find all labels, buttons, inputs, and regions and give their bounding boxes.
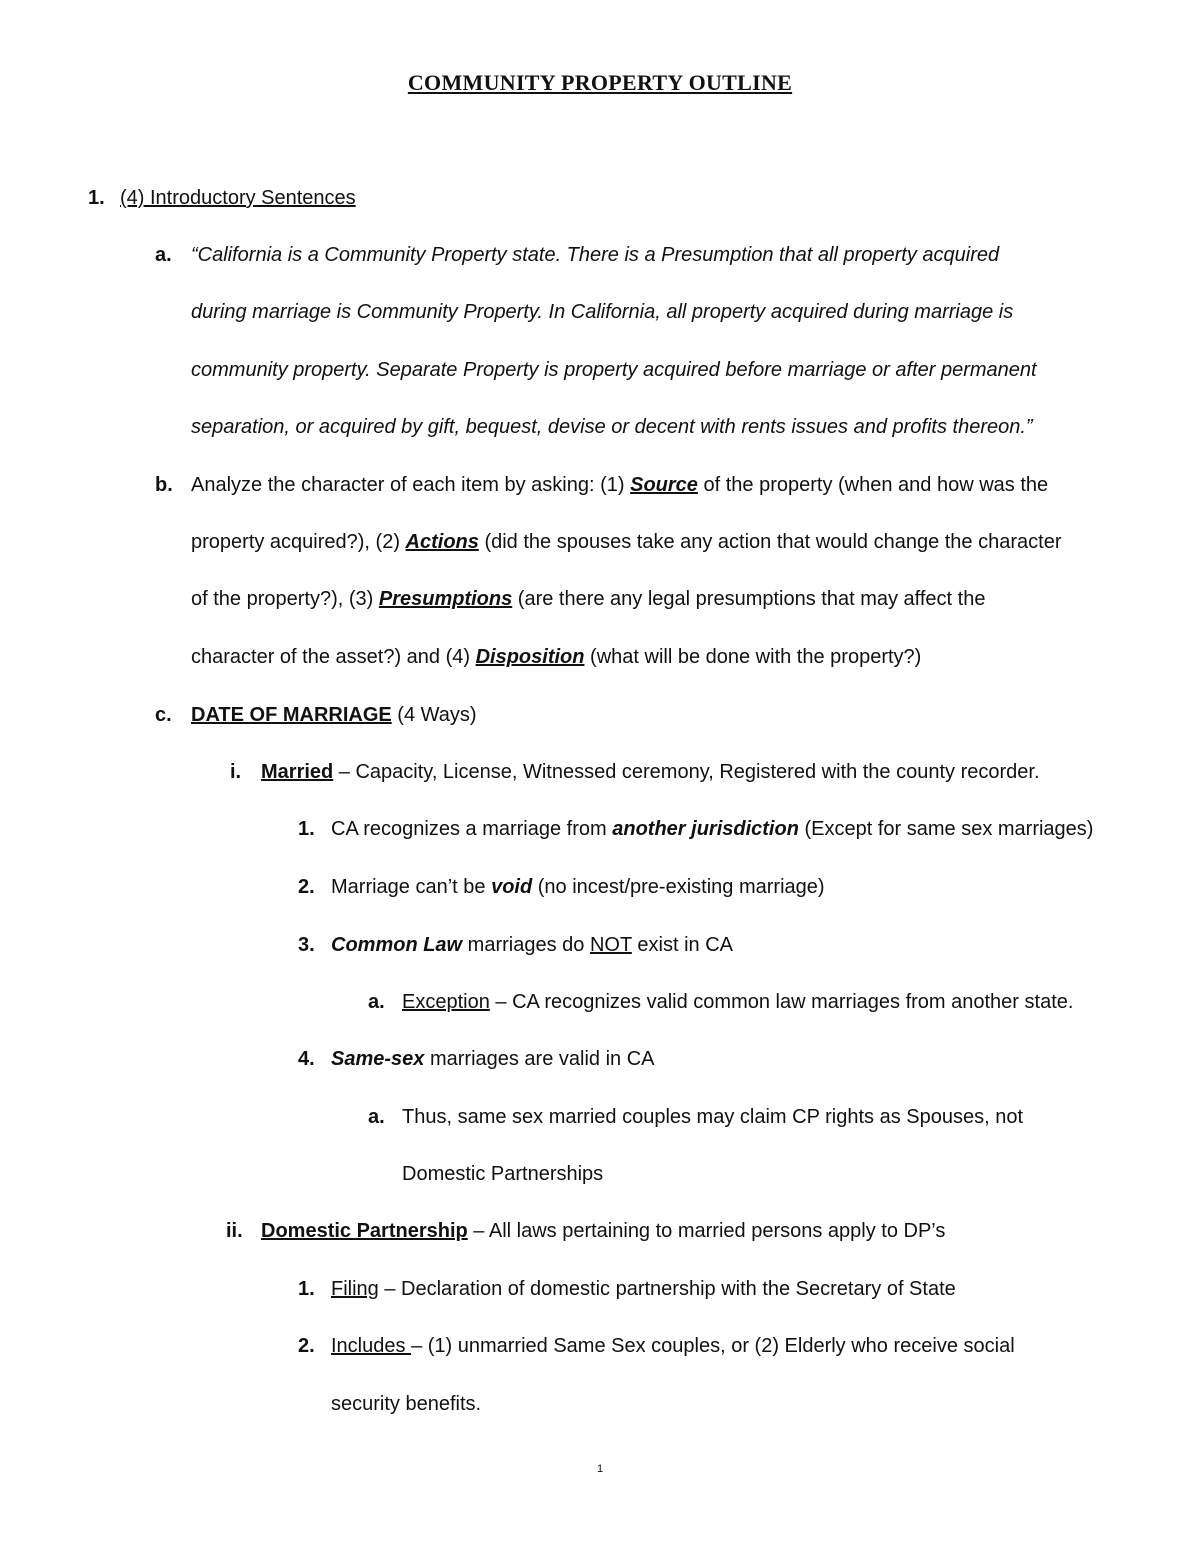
analyze-text: property acquired?), (2) (191, 531, 406, 553)
term-exception: Exception (402, 991, 490, 1013)
term-domestic-partnership: Domestic Partnership (261, 1220, 468, 1242)
term-includes: Includes (331, 1335, 412, 1357)
point-text: – Declaration of domestic partnership with the Secretary of State (378, 1278, 956, 1300)
married-1-marker: 1. (298, 818, 315, 840)
married-point-4 (331, 1044, 655, 1074)
section-1-marker: 1. (88, 187, 105, 209)
point-text: CA recognizes a marriage from (331, 818, 613, 840)
date-of-marriage-heading (191, 700, 477, 730)
date-of-marriage-note: (4 Ways) (391, 704, 477, 726)
dp-1-marker: 1. (298, 1278, 315, 1300)
point-text: – (1) unmarried Same Sex couples, or (2) Elderly who receive social (411, 1335, 1015, 1357)
analyze-text: (what will be done with the property?) (584, 646, 922, 668)
term-presumptions: Presumptions (378, 588, 513, 610)
term-common-law: Common Law (331, 934, 463, 956)
intro-quote-line-3: community property. Separate Property is property acquired before marriage or after permanent (191, 359, 1037, 381)
point-text: Marriage can’t be (331, 876, 492, 898)
intro-quote-line-4: separation, or acquired by gift, bequest, devise or decent with rents issues and profits thereon.” (191, 416, 1033, 438)
item-ii-marker: ii. (226, 1220, 243, 1242)
item-a-marker: a. (155, 244, 172, 266)
dp-point-2-line-2: security benefits. (331, 1393, 482, 1415)
point-text: (Except for same sex marriages) (798, 818, 1094, 840)
term-source: Source (630, 474, 698, 496)
exception-marker: a. (368, 991, 385, 1013)
analyze-text: character of the asset?) and (4) (191, 646, 476, 668)
analyze-line-1 (191, 470, 1048, 500)
item-b-marker: b. (155, 474, 173, 496)
married-4-marker: 4. (298, 1048, 315, 1070)
section-1-heading: (4) Introductory Sentences (120, 187, 356, 209)
item-i-marker: i. (230, 761, 242, 783)
analyze-line-3 (191, 584, 985, 614)
same-sex-note-line-1: Thus, same sex married couples may claim CP rights as Spouses, not (402, 1106, 1023, 1128)
analyze-line-2 (191, 527, 1061, 557)
intro-quote-line-2: during marriage is Community Property. In California, all property acquired during marriage is (191, 301, 1014, 323)
term-void: void (491, 876, 533, 898)
term-actions: Actions (405, 531, 479, 553)
intro-quote-line-1: “California is a Community Property state. There is a Presumption that all property acquired (191, 244, 1000, 266)
point-text: (no incest/pre-existing marriage) (532, 876, 825, 898)
term-married: Married (261, 761, 334, 783)
domestic-partnership-line (261, 1216, 945, 1246)
exception-line (402, 987, 1073, 1017)
same-sex-note-line-2: Domestic Partnerships (402, 1163, 604, 1185)
analyze-line-4 (191, 642, 921, 672)
same-sex-a-marker: a. (368, 1106, 385, 1128)
page-number: 1 (596, 1463, 604, 1475)
dp-2-marker: 2. (298, 1335, 315, 1357)
domestic-partnership-text: – All laws pertaining to married persons apply to DP’s (467, 1220, 946, 1242)
married-point-1 (331, 814, 1093, 844)
term-same-sex: Same-sex (331, 1048, 425, 1070)
item-c-marker: c. (155, 704, 172, 726)
point-text: marriages are valid in CA (424, 1048, 655, 1070)
point-text: marriages do (462, 934, 590, 956)
married-2-marker: 2. (298, 876, 315, 898)
term-filing: Filing (331, 1278, 379, 1300)
term-disposition: Disposition (475, 646, 585, 668)
analyze-text: Analyze the character of each item by asking: (1) (191, 474, 631, 496)
term-another-jurisdiction: another jurisdiction (612, 818, 799, 840)
date-of-marriage-title: DATE OF MARRIAGE (191, 704, 392, 726)
analyze-text: (did the spouses take any action that would change the character (478, 531, 1062, 553)
married-point-2 (331, 872, 825, 902)
exception-text: – CA recognizes valid common law marriages from another state. (489, 991, 1074, 1013)
page-title: COMMUNITY PROPERTY OUTLINE (407, 70, 793, 95)
married-point-3 (331, 930, 733, 960)
analyze-text: of the property?), (3) (191, 588, 379, 610)
married-line (261, 757, 1040, 787)
point-text: exist in CA (631, 934, 733, 956)
analyze-text: (are there any legal presumptions that may affect the (512, 588, 986, 610)
married-3-marker: 3. (298, 934, 315, 956)
married-text: – Capacity, License, Witnessed ceremony, Registered with the county recorder. (333, 761, 1040, 783)
analyze-text: of the property (when and how was the (697, 474, 1049, 496)
term-not: NOT (589, 934, 632, 956)
dp-point-2 (331, 1331, 1015, 1361)
dp-point-1 (331, 1274, 956, 1304)
